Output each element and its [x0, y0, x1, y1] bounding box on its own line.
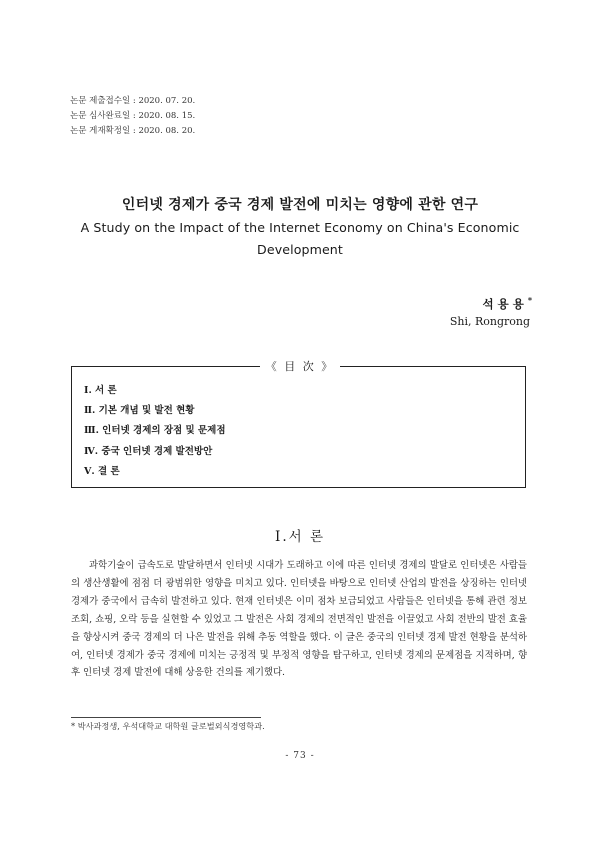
author-footnote: * 박사과정생, 우석대학교 대학원 글로벌외식경영학과.	[71, 721, 265, 731]
author-name-english: Shi, Rongrong	[449, 315, 530, 328]
author-footnote-mark: *	[527, 295, 532, 305]
paper-title-korean: 인터넷 경제가 중국 경제 발전에 미치는 영향에 관한 연구	[121, 197, 479, 213]
author-name-korean	[482, 295, 532, 312]
body-paragraph: 과학기술이 급속도로 발달하면서 인터넷 시대가 도래하고 이에 따른 인터넷 경제의 발달로 인터넷은 사람들의 생산생활에 점점 더 광범위한 영향을 미치고 있다. 인터넷을 바탕으로 인터넷 산업의 발전을 상징하는 인터넷 경제가 중국에서 급속히 발전하고 있다. 현재 인터넷은 이미 점차 보급되었고 사람들은 인터넷을 통해 관련 정보 조회, 쇼핑, 오락 등을 실현할 수 있었고 그 발전은 사회 경제의 전면적인 발전을 이끌었고 사회 전반의 발전 효율을 향상시켜 중국 경제의 더 나은 발전을 위해 추동 역할을 했다. 이 글은 중국의 인터넷 경제 발전 현황을 분석하여, 인터넷 경제가 중국 경제에 미치는 긍정적 및 부정적 영향을 탐구하고, 인터넷 경제의 문제점을 지적하며, 향후 인터넷 경제 발전에 대해 상응한 건의를 제기했다.	[71, 560, 527, 679]
toc-heading	[0, 358, 600, 374]
toc-item: Ⅴ. 결 론	[84, 465, 120, 477]
paper-title-english: A Study on the Impact of the Internet Economy on China's Economic Development	[80, 220, 520, 257]
page-number: - 73 -	[285, 751, 315, 761]
body-text	[71, 557, 527, 682]
toc-list	[84, 381, 226, 482]
submission-dates	[70, 94, 195, 139]
toc-heading-text: 《 目 次 》	[260, 360, 341, 373]
toc-item: Ⅳ. 중국 인터넷 경제 발전방안	[84, 445, 213, 457]
author-name-korean-text: 석용용	[482, 296, 528, 311]
date-accepted: 논문 게재확정일 : 2020. 08. 20.	[70, 126, 196, 136]
toc-item: Ⅱ. 기본 개념 및 발전 현황	[84, 405, 195, 417]
section-heading: Ⅰ.서 론	[275, 529, 325, 545]
footnote-divider	[71, 717, 261, 718]
toc-item: Ⅰ. 서 론	[84, 385, 117, 396]
date-submitted: 논문 제출접수일 : 2020. 07. 20.	[70, 96, 196, 106]
toc-item: Ⅲ. 인터넷 경제의 장점 및 문제점	[84, 425, 226, 437]
date-reviewed: 논문 심사완료일 : 2020. 08. 15.	[70, 111, 196, 121]
